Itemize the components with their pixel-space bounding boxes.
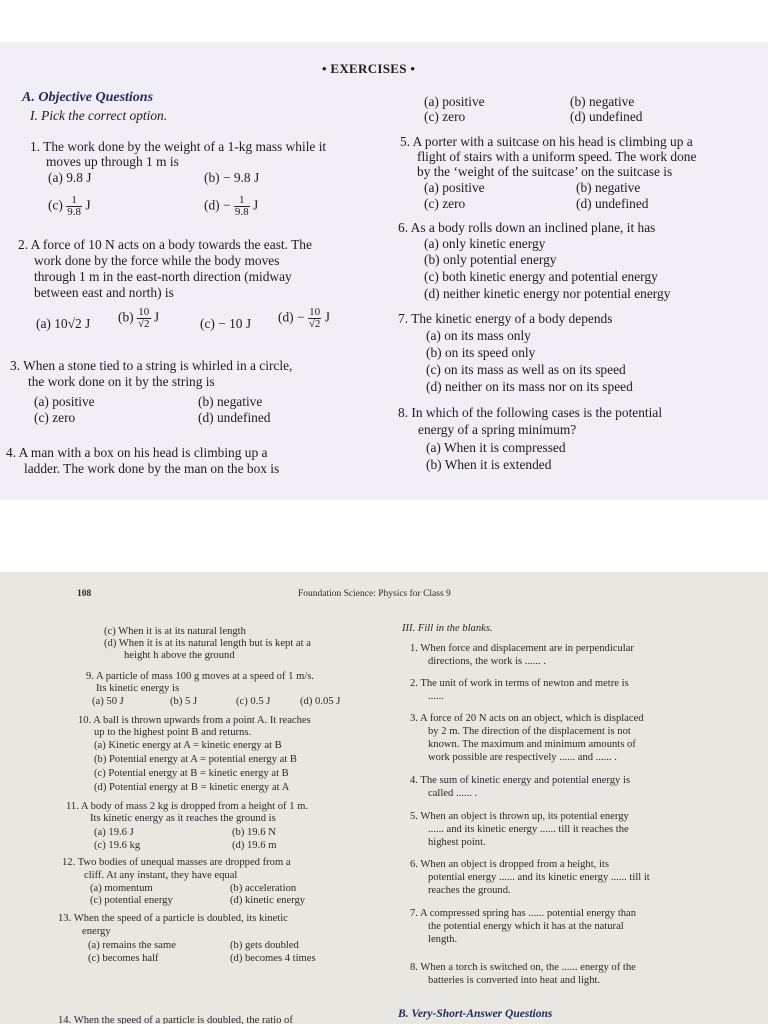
q6-stem: 6. As a body rolls down an inclined plane, it has — [398, 220, 656, 235]
q2-option-b-unit: J — [153, 309, 160, 325]
q11-option-b: (b) 19.6 N — [232, 827, 276, 838]
q1-option-c-label: (c) — [48, 197, 63, 213]
q6-option-d: (d) neither kinetic energy nor potential energy — [424, 286, 671, 301]
fill-6-line1: 6. When an object is dropped from a height, its — [410, 859, 609, 870]
section-b-heading: B. Very-Short-Answer Questions — [398, 1008, 553, 1020]
q9-stem-line1: 9. A particle of mass 100 g moves at a speed of 1 m/s. — [86, 671, 315, 682]
q1-option-d-numerator: 1 — [234, 195, 250, 207]
q10-option-c: (c) Potential energy at B = kinetic energy at B — [94, 768, 289, 779]
q5-option-a: (a) positive — [424, 180, 485, 195]
q14-stem-line1: 14. When the speed of a particle is doubled, the ratio of — [58, 1015, 293, 1024]
q4-option-d: (d) undefined — [570, 109, 643, 124]
q13-option-b: (b) gets doubled — [230, 940, 299, 951]
q2-option-d-numerator: 10 — [309, 306, 321, 318]
q3-option-c: (c) zero — [34, 410, 76, 425]
q12-option-b: (b) acceleration — [230, 883, 297, 894]
fill-4-line1: 4. The sum of kinetic energy and potential energy is — [410, 775, 631, 786]
q7-option-b: (b) on its speed only — [426, 345, 536, 360]
q8-option-d-line1: (d) When it is at its natural length but is kept at a — [104, 638, 311, 649]
fill-2-line2: ...... — [428, 691, 444, 702]
q6-option-b: (b) only potential energy — [424, 252, 557, 267]
q3-option-a: (a) positive — [34, 394, 95, 409]
q1-option-d-fraction — [234, 195, 250, 218]
q11-stem-line1: 11. A body of mass 2 kg is dropped from a height of 1 m. — [66, 801, 309, 812]
q2-stem-line4: between east and north) is — [34, 285, 174, 300]
q8-option-b: (b) When it is extended — [426, 457, 552, 472]
q2-option-b-denominator: √2 — [137, 318, 150, 330]
q5-option-b: (b) negative — [576, 180, 641, 195]
q7-stem: 7. The kinetic energy of a body depends — [398, 311, 613, 326]
q12-stem-line2: cliff. At any instant, they have equal — [84, 870, 238, 881]
q9-option-a: (a) 50 J — [92, 696, 124, 707]
fill-3-line3: known. The maximum and minimum amounts of — [428, 739, 636, 750]
q8-stem-line2: energy of a spring minimum? — [418, 422, 577, 437]
q2-option-d-unit: J — [324, 309, 330, 325]
q13-option-a: (a) remains the same — [88, 940, 176, 951]
q5-option-c: (c) zero — [424, 196, 466, 211]
q2-stem-line3: through 1 m in the east-north direction (midway — [34, 269, 292, 284]
q8-option-d-line2: height h above the ground — [124, 650, 235, 661]
q2-option-a: (a) 10√2 J — [36, 316, 91, 331]
q4-stem-line1: 4. A man with a box on his head is climbing up a — [6, 445, 268, 460]
q8-option-c: (c) When it is at its natural length — [104, 626, 246, 637]
q9-option-b: (b) 5 J — [170, 696, 198, 707]
q1-option-b: (b) − 9.8 J — [204, 170, 260, 185]
fill-3-line1: 3. A force of 20 N acts on an object, which is displaced — [410, 713, 644, 724]
q13-option-d: (d) becomes 4 times — [230, 953, 316, 964]
q1-option-c — [48, 195, 91, 218]
q6-option-a: (a) only kinetic energy — [424, 236, 546, 251]
q2-option-b-label: (b) — [118, 309, 134, 325]
q10-option-a: (a) Kinetic energy at A = kinetic energy at B — [94, 740, 282, 751]
q1-option-a: (a) 9.8 J — [48, 170, 92, 185]
q6-option-c: (c) both kinetic energy and potential energy — [424, 269, 658, 284]
q8-option-a: (a) When it is compressed — [426, 440, 566, 455]
q10-option-d: (d) Potential energy at B = kinetic energy at A — [94, 782, 290, 793]
fill-2-line1: 2. The unit of work in terms of newton and metre is — [410, 678, 629, 689]
fill-5-line2: ...... and its kinetic energy ...... till it reaches the — [428, 824, 629, 835]
part-3-heading: III. Fill in the blanks. — [402, 623, 493, 634]
q12-option-c: (c) potential energy — [90, 895, 173, 906]
q3-stem-line2: the work done on it by the string is — [28, 374, 215, 389]
q1-option-d-unit: J — [252, 197, 259, 213]
exercise-page-bottom — [0, 572, 768, 1024]
q11-option-d: (d) 19.6 m — [232, 840, 277, 851]
q7-option-a: (a) on its mass only — [426, 328, 531, 343]
q11-option-a: (a) 19.6 J — [94, 827, 134, 838]
fill-5-line1: 5. When an object is thrown up, its potential energy — [410, 811, 629, 822]
q2-stem-line2: work done by the force while the body moves — [34, 253, 280, 268]
q13-stem-line2: energy — [82, 926, 111, 937]
q3-stem-line1: 3. When a stone tied to a string is whirled in a circle, — [10, 358, 293, 373]
q1-option-d-denominator: 9.8 — [234, 206, 249, 218]
fill-1-line2: directions, the work is ...... . — [428, 656, 546, 667]
q5-stem-line3: by the ‘weight of the suitcase’ on the suitcase is — [417, 164, 673, 179]
q2-option-b-numerator: 10 — [138, 306, 150, 318]
q2-option-b-fraction — [137, 307, 151, 330]
fill-3-line2: by 2 m. The direction of the displacement is not — [428, 726, 631, 737]
q1-option-c-denominator: 9.8 — [67, 206, 81, 218]
q1-stem-line1: 1. The work done by the weight of a 1-kg mass while it — [30, 139, 327, 154]
q10-stem-line1: 10. A ball is thrown upwards from a point A. It reaches — [78, 715, 311, 726]
fill-6-line3: reaches the ground. — [428, 885, 511, 896]
q13-stem-line1: 13. When the speed of a particle is doubled, its kinetic — [58, 913, 288, 924]
q5-option-d: (d) undefined — [576, 196, 649, 211]
fill-7-line1: 7. A compressed spring has ...... potential energy than — [410, 908, 637, 919]
q1-stem-line2: moves up through 1 m is — [46, 154, 179, 169]
fill-4-line2: called ...... . — [428, 788, 478, 799]
fill-7-line3: length. — [428, 934, 458, 945]
q12-option-d: (d) kinetic energy — [230, 895, 306, 906]
q2-option-d-denominator: √2 — [308, 318, 321, 330]
q1-option-c-numerator: 1 — [66, 195, 82, 207]
fill-3-line4: work possible are respectively ...... and ...... . — [428, 752, 617, 763]
q11-stem-line2: Its kinetic energy as it reaches the ground is — [90, 813, 276, 824]
q7-option-c: (c) on its mass as well as on its speed — [426, 362, 626, 377]
q4-option-b: (b) negative — [570, 94, 635, 109]
q1-option-d-label: (d) − — [204, 197, 231, 213]
section-a-heading: A. Objective Questions — [22, 90, 154, 105]
q11-option-c: (c) 19.6 kg — [94, 840, 141, 851]
q2-option-d-label: (d) − — [278, 309, 305, 325]
q7-option-d: (d) neither on its mass nor on its speed — [426, 379, 633, 394]
q10-option-b: (b) Potential energy at A = potential energy at B — [94, 754, 297, 765]
running-head: Foundation Science: Physics for Class 9 — [298, 589, 451, 599]
q9-stem-line2: Its kinetic energy is — [96, 683, 180, 694]
q3-option-b: (b) negative — [198, 394, 263, 409]
exercises-heading: • EXERCISES • — [322, 61, 416, 76]
exercise-page-top — [0, 42, 768, 500]
fill-8-line2: batteries is converted into heat and light. — [428, 975, 601, 986]
q10-stem-line2: up to the highest point B and returns. — [94, 727, 252, 738]
q12-option-a: (a) momentum — [90, 883, 153, 894]
q2-option-d-fraction — [308, 307, 322, 330]
q1-option-d — [204, 195, 258, 218]
q4-stem-line2: ladder. The work done by the man on the box is — [24, 461, 280, 476]
fill-1-line1: 1. When force and displacement are in perpendicular — [410, 643, 634, 654]
q2-option-d — [278, 307, 330, 330]
fill-8-line1: 8. When a torch is switched on, the ...... energy of the — [410, 962, 636, 973]
fill-7-line2: the potential energy which it has at the natural — [428, 921, 624, 932]
q1-option-c-fraction — [66, 195, 82, 218]
q2-option-c: (c) − 10 J — [200, 316, 252, 331]
q1-option-c-unit: J — [85, 197, 91, 213]
q12-stem-line1: 12. Two bodies of unequal masses are dropped from a — [62, 857, 291, 868]
q4-option-c: (c) zero — [424, 109, 466, 124]
q2-stem-line1: 2. A force of 10 N acts on a body towards the east. The — [18, 237, 312, 252]
q9-option-d: (d) 0.05 J — [300, 696, 341, 707]
fill-6-line2: potential energy ...... and its kinetic energy ...... till it — [428, 872, 650, 883]
q5-stem-line1: 5. A porter with a suitcase on his head is climbing up a — [400, 134, 693, 149]
part-1-heading: I. Pick the correct option. — [30, 108, 168, 123]
q3-option-d: (d) undefined — [198, 410, 271, 425]
q2-option-b — [118, 307, 159, 330]
q5-stem-line2: flight of stairs with a uniform speed. The work done — [417, 149, 697, 164]
q8-stem-line1: 8. In which of the following cases is the potential — [398, 405, 663, 420]
q4-option-a: (a) positive — [424, 94, 485, 109]
page-number: 108 — [77, 589, 92, 599]
q13-option-c: (c) becomes half — [88, 953, 159, 964]
fill-5-line3: highest point. — [428, 837, 486, 848]
q9-option-c: (c) 0.5 J — [236, 696, 271, 707]
